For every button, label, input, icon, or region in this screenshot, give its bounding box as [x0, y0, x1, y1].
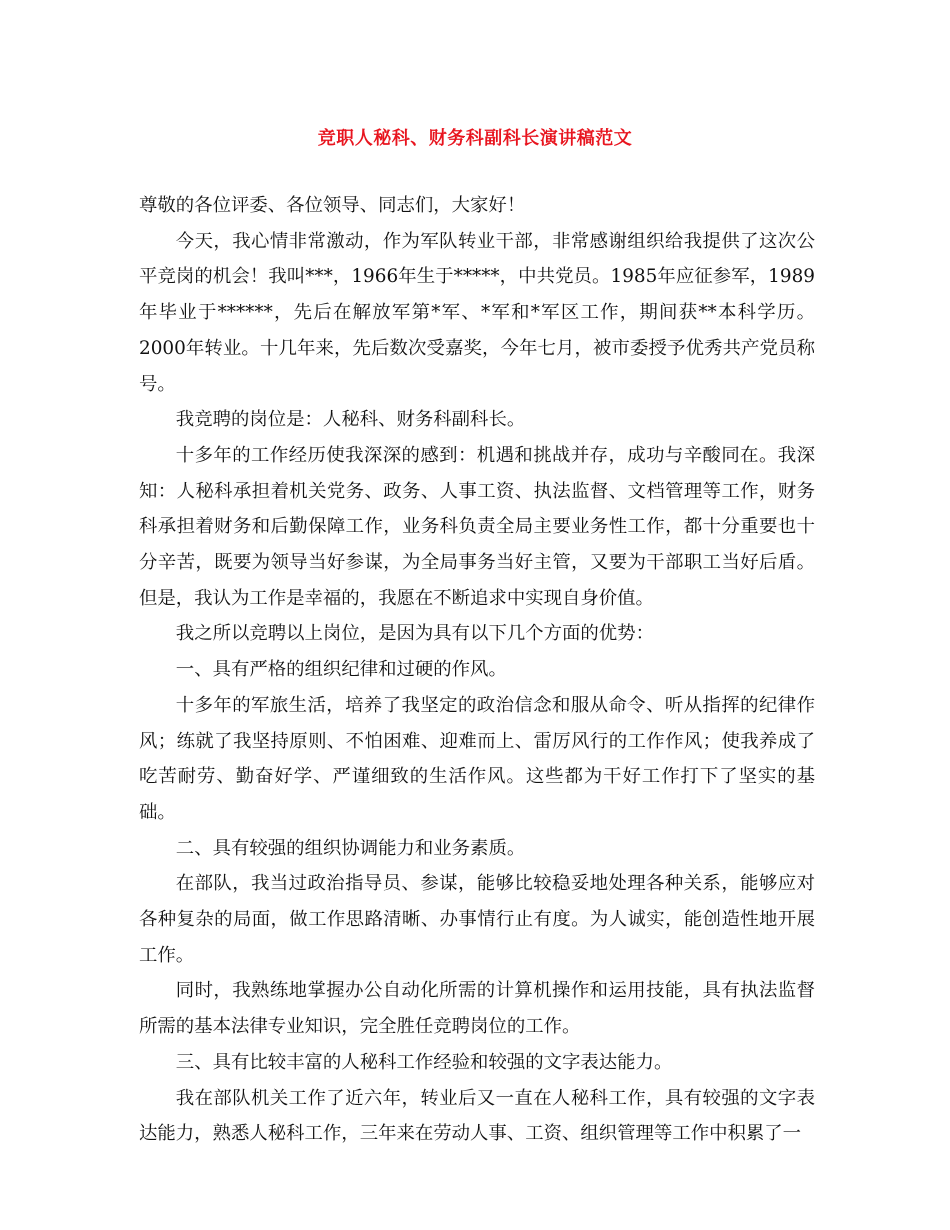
paragraph-writing-experience: 我在部队机关工作了近六年，转业后又一直在人秘科工作，具有较强的文字表达能力，熟悉人秘科工作，三年来在劳动人事、工资、组织管理等工作中积累了一 [139, 1087, 815, 1145]
paragraph-heading-one: 一、具有严格的组织纪律和过硬的作风。 [175, 659, 507, 681]
paragraph-coordination: 在部队，我当过政治指导员、参谋，能够比较稳妥地处理各种关系，能够应对各种复杂的局面，做工作思路清晰、办事情行止有度。为人诚实，能创造性地开展工作。 [139, 873, 815, 966]
paragraph-heading-two: 二、具有较强的组织协调能力和业务素质。 [175, 837, 526, 859]
paragraph-heading-three: 三、具有比较丰富的人秘科工作经验和较强的文字表达能力。 [175, 1051, 673, 1073]
document-title: 竞职人秘科、财务科副科长演讲稿范文 [317, 128, 633, 149]
paragraph-salutation: 尊敬的各位评委、各位领导、同志们，大家好！ [139, 195, 526, 216]
paragraph-discipline: 十多年的军旅生活，培养了我坚定的政治信念和服从命令、听从指挥的纪律作风；练就了我坚持原则、不怕困难、迎难而上、雷厉风行的工作作风；使我养成了吃苦耐劳、勤奋好学、严谨细致的生活作风。这些都为干好工作打下了坚实的基础。 [139, 694, 815, 823]
paragraph-position: 我竞聘的岗位是：人秘科、财务科副科长。 [175, 409, 526, 431]
paragraph-introduction: 今天，我心情非常激动，作为军队转业干部，非常感谢组织给我提供了这次公平竞岗的机会！我叫***，1966年生于*****，中共党员。1985年应征参军，1989年毕业于******，先后在解放军第*军、*军和*军区工作，期间获**本科学历。2000年转业。十几年来，先后数次受嘉奖，今年七月，被市委授予优秀共产党员称号。 [139, 230, 815, 395]
paragraph-skills: 同时，我熟练地掌握办公自动化所需的计算机操作和运用技能，具有执法监督所需的基本法律专业知识，完全胜任竞聘岗位的工作。 [139, 980, 815, 1038]
document-body [139, 188, 815, 1152]
paragraph-advantages-intro: 我之所以竞聘以上岗位，是因为具有以下几个方面的优势： [175, 623, 654, 645]
paragraph-experience: 十多年的工作经历使我深深的感到：机遇和挑战并存，成功与辛酸同在。我深知：人秘科承担着机关党务、政务、人事工资、执法监督、文档管理等工作，财务科承担着财务和后勤保障工作，业务科负责全局主要业务性工作，都十分重要也十分辛苦，既要为领导当好参谋，为全局事务当好主管，又要为干部职工当好后盾。但是，我认为工作是幸福的，我愿在不断追求中实现自身价值。 [139, 444, 815, 609]
